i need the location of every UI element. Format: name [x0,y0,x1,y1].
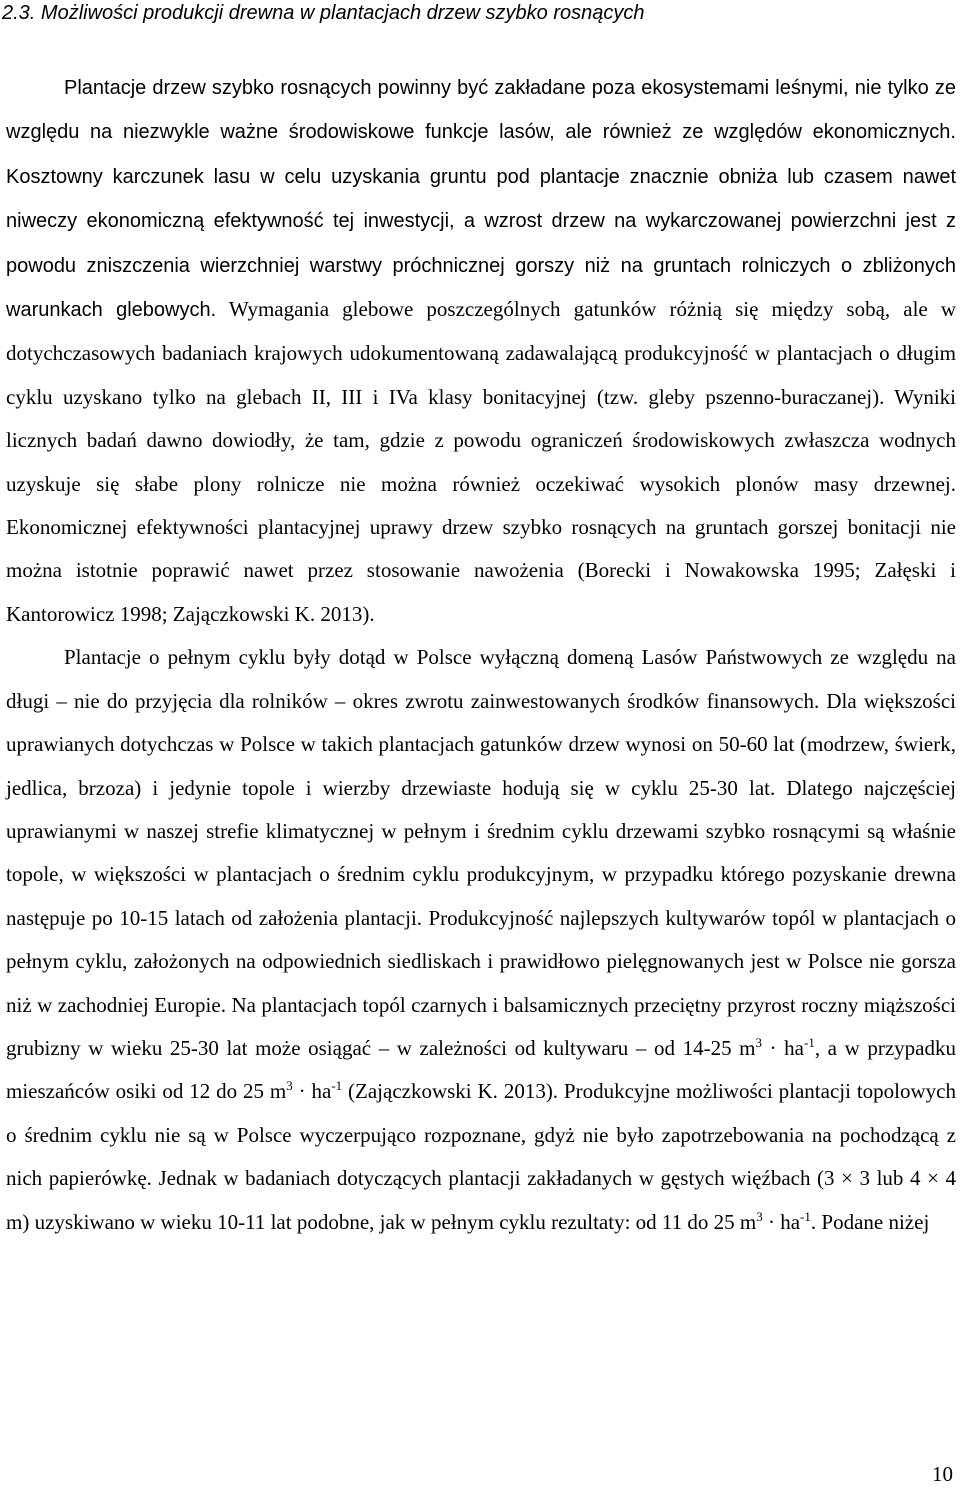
body-text [6,66,956,1244]
unit-exponent: 3 [756,1208,763,1224]
unit-exponent: -1 [331,1078,343,1094]
paragraph-2-text-7: . Podane niżej [810,1209,930,1234]
unit-exponent: 3 [755,1034,762,1050]
paragraph-1 [6,66,956,636]
paragraph-2-text-1: Plantacje o pełnym cyklu były dotąd w Polsce wyłączną domeną Lasów Państwowych ze względu na długi – nie do przyjęcia dla rolników – okres zwrotu zainwestowanych środków finansowych. Dla większości uprawianych dotychczas w Polsce w takich plantacjach gatunków drzew wynosi on 50-60 lat (modrzew, świerk, jedlica, brzoza) i jedynie topole i wierzby drzewiaste hodują się w cyklu 25-30 lat. Dlatego najczęściej uprawianymi w naszej strefie klimatycznej w pełnym i średnim cyklu drzewami szybko rosnącymi są właśnie topole, w większości w plantacjach o średnim cyklu produkcyjnym, w przypadku którego pozyskanie drewna następuje po 10-15 latach od założenia plantacji. Produkcyjność najlepszych kultywarów topól w plantacjach o pełnym cyklu, założonych na odpowiednich siedliskach i prawidłowo pielęgnowanych jest w Polsce nie gorsza niż w zachodniej Europie. Na plantacjach topól czarnych i balsamicznych przeciętny przyrost roczny miąższości grubizny w wieku 25-30 lat może osiągać – w zależności od kultywaru – od 14-25 m [6,645,956,1060]
unit-exponent: -1 [804,1034,815,1050]
paragraph-2-text-2: · ha [762,1035,804,1060]
paragraph-2-text-3: , a w przypadku mieszańców osiki od 12 do 25 m [6,1035,956,1104]
paragraph-2-text-5: (Zajączkowski K. 2013). Produkcyjne możliwości plantacji topolowych o średnim cyklu nie są w Polsce wyczerpująco rozpoznane, gdyż nie było zapotrzebowania na pochodzącą z nich papierówkę. Jednak w badaniach dotyczących plantacji zakładanych w gęstych więźbach (3 × 3 lub 4 × 4 m) uzyskiwano w wieku 10-11 lat podobne, jak w pełnym cyklu rezultaty: od 11 do 25 m [6,1079,956,1234]
paragraph-1-lead: Plantacje drzew szybko rosnących powinny być zakładane poza ekosystemami leśnymi, nie tylko ze względu na niezwykle ważne środowiskowe funkcje lasów, ale również ze względów ekonomicznych. Kosztowny karczunek lasu w celu uzyskania gruntu pod plantacje znacznie obniża lub czasem nawet niweczy ekonomiczną efektywność tej inwestycji, a wzrost drzew na wykarczowanej powierzchni jest z powodu zniszczenia wierzchniej warstwy próchnicznej gorszy niż na gruntach rolniczych o zbliżonych warunkach glebowych. [6,77,956,322]
paragraph-1-rest: Wymagania glebowe poszczególnych gatunków różnią się między sobą, ale w dotychczasowych badaniach krajowych udokumentowaną zadawalającą produkcyjność w plantacjach o długim cyklu uzyskano tylko na glebach II, III i IVa klasy bonitacyjnej (tzw. gleby pszenno-buraczanej). Wyniki licznych badań dawno dowiodły, że tam, gdzie z powodu ograniczeń środowiskowych zwłaszcza wodnych uzyskuje się słabe plony rolnicze nie można również oczekiwać wysokich plonów masy drzewnej. Ekonomicznej efektywności plantacyjnej uprawy drzew szybko rosnących na gruntach gorszej bonitacji nie można istotnie poprawić nawet przez stosowanie nawożenia (Borecki i Nowakowska 1995; Załęski i Kantorowicz 1998; Zajączkowski K. 2013). [6,297,956,626]
unit-exponent: 3 [286,1078,293,1094]
page-number: 10 [932,1462,953,1486]
section-heading: 2.3. Możliwości produkcji drewna w plantacjach drzew szybko rosnących [2,2,645,24]
unit-exponent: -1 [800,1208,811,1224]
paragraph-2-text-4: · ha [292,1079,332,1104]
paragraph-2-text-6: · ha [762,1209,801,1234]
paragraph-2 [6,636,956,1244]
